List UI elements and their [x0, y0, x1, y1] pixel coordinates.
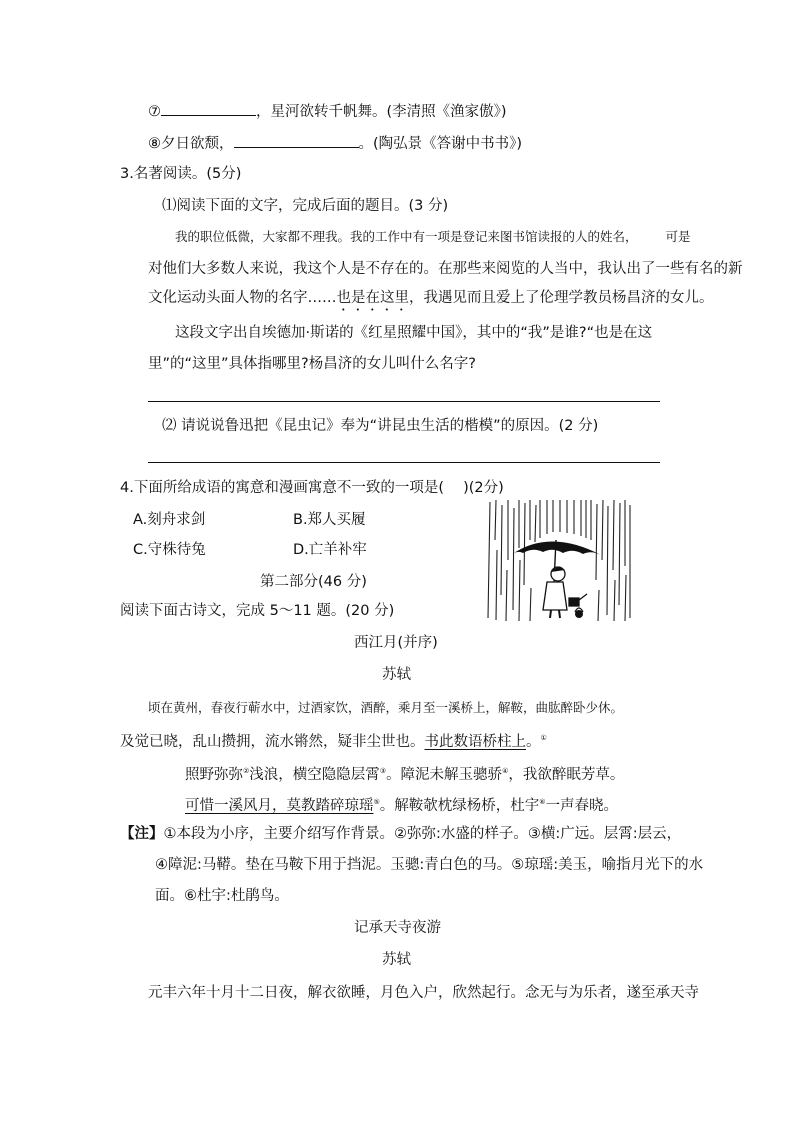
notes-text-1: ①本段为小序，主要介绍写作背景。②弥弥:水盛的样子。③横:广远。层霄:层云， [163, 826, 682, 842]
passage-line1-b: 可是 [665, 229, 691, 244]
poem-line2-b: 。解鞍欹枕绿杨桥，杜宇 [379, 798, 540, 814]
prose-title: 记承天寺夜游 [354, 920, 441, 936]
watering-can-icon [569, 594, 587, 606]
q4-option-c: C.守株待兔 [133, 542, 206, 558]
q3-question-line1: 这段文字出自埃德加·斯诺的《红星照耀中国》，其中的“我”是谁?“也是在这 [175, 325, 653, 341]
rain-umbrella-cartoon [487, 500, 633, 621]
notes-line1 [120, 824, 681, 844]
q4-option-a: A.刻舟求剑 [133, 512, 206, 528]
q7-line [148, 100, 507, 122]
notes-label: 【注】 [120, 826, 164, 842]
notes-line3: 面。⑥杜宇:杜鹃鸟。 [155, 888, 289, 904]
part2-instruction: 阅读下面古诗文，完成 5～11 题。(20 分) [120, 603, 395, 619]
note-ref-3: ③ [379, 767, 387, 775]
note-ref-5: ⑤ [373, 798, 380, 806]
preface-line2-a: 及觉已晓，乱山攒拥，流水锵然，疑非尘世也。 [120, 734, 425, 750]
passage-line1-a: 我的职位低微，大家都不理我。我的工作中有一项是登记来图书馆读报的人的姓名， [175, 229, 638, 244]
q3-title: 3.名著阅读。(5分) [120, 166, 242, 182]
passage-line3-a: 文化运动头面人物的名字…… [148, 290, 337, 306]
q8-answer-blank[interactable] [234, 132, 359, 148]
poem-preface-line2 [120, 728, 547, 752]
poem-preface-line1: 顷在黄州，春夜行蕲水中，过酒家饮，酒醉，乘月至一溪桥上，解鞍，曲肱醉卧少休。 [148, 700, 624, 715]
q4-option-d: D.亡羊补牢 [293, 542, 367, 558]
passage-line3-dotted: 也是在这里 [336, 290, 409, 306]
q7-text: ，星河欲转千帆舞。(李清照《渔家傲》) [256, 104, 507, 120]
q3-passage-line2: 对他们大多数人来说，我这个人是不存在的。在那些来阅览的人当中，我认出了一些有名的新 [148, 261, 743, 277]
q7-answer-blank[interactable] [161, 100, 256, 116]
q3-answer-line2[interactable] [148, 462, 660, 463]
note-ref-1: ① [540, 734, 547, 742]
poem-line1-d: ，我欲醉眠芳草。 [508, 767, 625, 783]
q3-answer-line1[interactable] [148, 401, 660, 402]
q3-question-line2: 里”的“这里”具体指哪里?杨昌济的女儿叫什么名字? [148, 356, 476, 372]
q3-sub2: ⑵ 请说说鲁迅把《昆虫记》奉为“讲昆虫生活的楷模”的原因。(2 分) [162, 418, 599, 434]
poem-line2 [185, 792, 618, 816]
q3-passage-line3 [148, 288, 714, 314]
poem-line2-underlined: 可惜一溪风月，莫教踏碎琼瑶 [185, 798, 374, 814]
poem-title: 西江月(并序) [354, 635, 438, 651]
poem-line1-a: 照野弥弥 [185, 767, 243, 783]
prose-line1: 元丰六年十月十二日夜，解衣欲睡，月色入户，欣然起行。念无与为乐者，遂至承天寺 [148, 985, 699, 1001]
poem-line1-c: 。障泥未解玉骢骄 [386, 767, 503, 783]
q8-text: 。(陶弘景《答谢中书书》) [358, 136, 523, 152]
notes-line2: ④障泥:马鞯。垫在马鞍下用于挡泥。玉骢:青白色的马。⑤琼瑶:美玉，喻指月光下的水 [155, 857, 704, 873]
person-body [543, 582, 567, 610]
part2-heading: 第二部分(46 分) [260, 574, 367, 590]
poem-author: 苏轼 [382, 667, 411, 683]
poem-line1-b: 浅浪，横空隐隐层霄 [249, 767, 380, 783]
q7-number: ⑦ [148, 104, 161, 120]
note-ref-4: ④ [502, 767, 509, 775]
q8-line [148, 132, 522, 154]
poem-line2-c: 一声春晓。 [545, 798, 619, 814]
plant-pot [575, 610, 583, 618]
q3-passage-line1 [175, 227, 691, 247]
q3-sub1: ⑴阅读下面的文字，完成后面的题目。(3 分) [162, 198, 449, 214]
poem-line1 [185, 761, 624, 785]
preface-period: 。 [526, 734, 541, 750]
note-ref-2: ② [243, 767, 250, 775]
preface-underlined: 书此数语桥柱上 [424, 734, 526, 750]
prose-author: 苏轼 [382, 952, 411, 968]
passage-line3-b: ，我遇见而且爱上了伦理学教员杨昌济的女儿。 [409, 290, 714, 306]
q4-option-b: B.郑人买履 [293, 512, 366, 528]
q4-title: 4.下面所给成语的寓意和漫画寓意不一致的一项是( )(2分) [120, 480, 504, 496]
q8-head: ⑧夕日欲颓， [148, 136, 234, 152]
note-ref-6: ⑥ [539, 798, 546, 806]
